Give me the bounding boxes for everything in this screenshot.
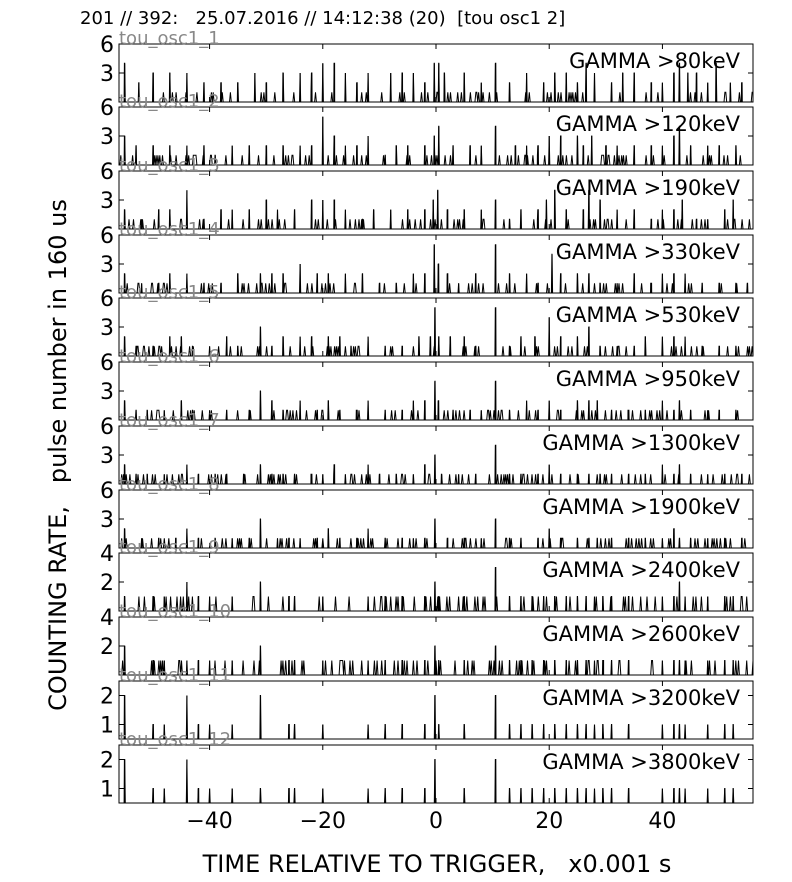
x-tick-label: −20 xyxy=(299,809,347,834)
y-tick-label: 1 xyxy=(100,777,114,803)
panel-label: GAMMA >2400keV xyxy=(542,558,740,582)
panel-label: GAMMA >1300keV xyxy=(542,431,740,455)
panel-name: tou_osc1_2 xyxy=(119,91,220,112)
x-tick-label: 20 xyxy=(535,809,564,834)
y-tick-label: 3 xyxy=(100,189,114,214)
y-tick-label: 2 xyxy=(100,571,114,596)
panel-label: GAMMA >330keV xyxy=(555,240,740,264)
x-tick-label: −40 xyxy=(186,809,233,834)
panel-name: tou_osc1_1 xyxy=(119,28,220,49)
y-axis-label: COUNTING RATE, pulse number in 160 us xyxy=(44,199,72,711)
y-tick-label: 6 xyxy=(100,479,114,504)
y-tick-label: 6 xyxy=(100,415,114,440)
y-tick-label: 6 xyxy=(100,160,114,185)
y-tick-label: 6 xyxy=(100,351,114,376)
panel-name: tou_osc1_11 xyxy=(119,665,232,686)
panel-label: GAMMA >190keV xyxy=(555,176,740,200)
y-tick-label: 3 xyxy=(100,62,114,87)
y-tick-label: 6 xyxy=(100,96,114,121)
panel-label: GAMMA >3800keV xyxy=(542,750,740,774)
panel-label: GAMMA >1900keV xyxy=(542,495,740,519)
y-tick-label: 2 xyxy=(100,748,114,774)
y-tick-label: 1 xyxy=(100,713,114,739)
panel-label: GAMMA >530keV xyxy=(555,303,740,327)
panel-name: tou_osc1_4 xyxy=(119,219,220,240)
panel-label: GAMMA >950keV xyxy=(555,367,740,391)
panel-name: tou_osc1_6 xyxy=(119,346,220,367)
panel-label: GAMMA >80keV xyxy=(569,49,740,73)
y-tick-label: 6 xyxy=(100,224,114,249)
y-tick-label: 3 xyxy=(100,444,114,469)
y-tick-label: 3 xyxy=(100,253,114,278)
panel-name: tou_osc1_10 xyxy=(119,601,232,622)
y-tick-label: 4 xyxy=(100,606,114,631)
panel-name: tou_osc1_5 xyxy=(119,282,220,303)
y-tick-label: 4 xyxy=(100,542,114,567)
y-tick-label: 2 xyxy=(100,635,114,660)
panel-label: GAMMA >2600keV xyxy=(542,622,740,646)
panel-name: tou_osc1_7 xyxy=(119,410,220,431)
y-tick-label: 3 xyxy=(100,508,114,533)
panel-name: tou_osc1_12 xyxy=(119,729,232,750)
page-title: 201 // 392: 25.07.2016 // 14:12:38 (20) [tou osc1 2] xyxy=(80,8,566,29)
y-tick-label: 3 xyxy=(100,125,114,150)
x-axis-label: TIME RELATIVE TO TRIGGER, x0.001 s xyxy=(202,850,672,878)
x-tick-label: 40 xyxy=(648,809,677,834)
panel-label: GAMMA >120keV xyxy=(555,112,740,136)
panel-name: tou_osc1_3 xyxy=(119,155,220,176)
panel-name: tou_osc1_9 xyxy=(119,537,220,558)
y-tick-label: 3 xyxy=(100,316,114,341)
y-tick-label: 3 xyxy=(100,380,114,405)
x-tick-label: 0 xyxy=(429,809,443,834)
y-tick-label: 6 xyxy=(100,287,114,312)
y-tick-label: 2 xyxy=(100,684,114,710)
y-tick-label: 6 xyxy=(100,33,114,58)
panel-label: GAMMA >3200keV xyxy=(542,686,740,710)
panel-name: tou_osc1_8 xyxy=(119,474,220,495)
